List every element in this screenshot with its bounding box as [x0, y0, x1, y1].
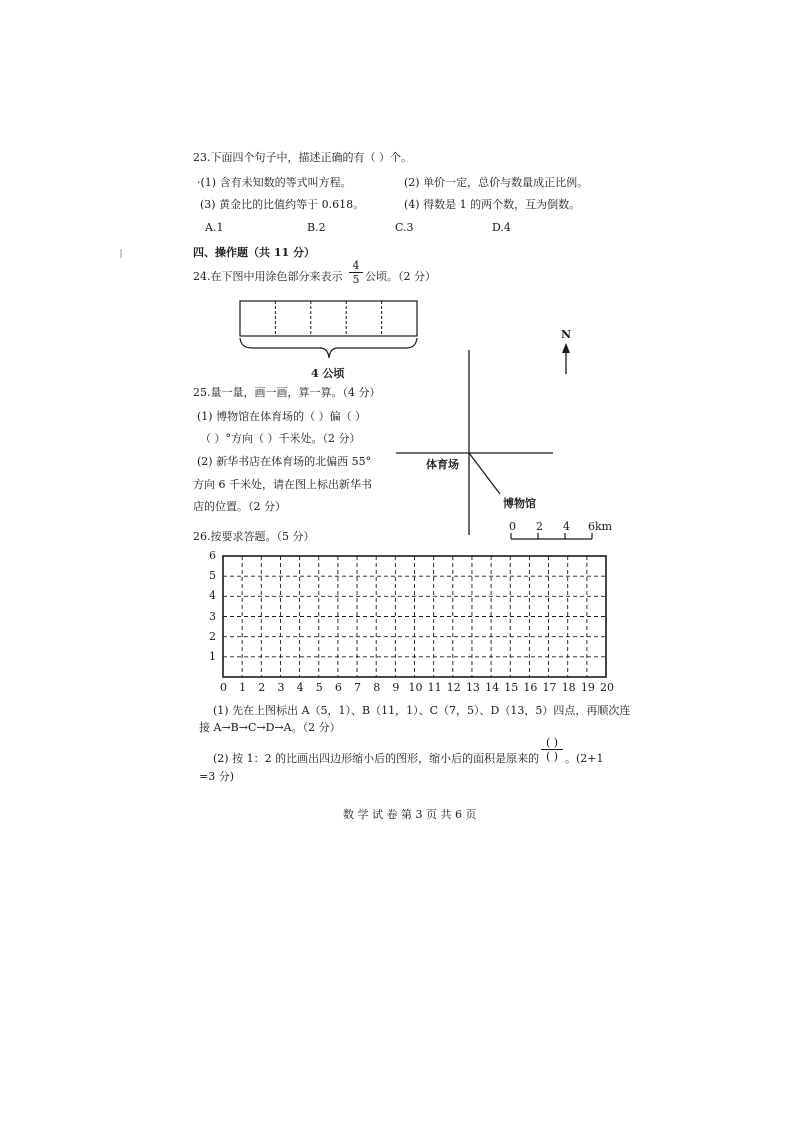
q26-part2-line2: =3 分) [199, 770, 235, 783]
q26-fraction-denominator: ( ) [545, 750, 559, 763]
museum-ray [469, 453, 500, 494]
q25-line-5: 店的位置。（2 分） [193, 500, 286, 513]
q25-line-3: (2) 新华书店在体育场的北偏西 55° [197, 455, 372, 468]
q23-statement-2: (2) 单价一定，总价与数量成正比例。 [404, 176, 589, 189]
q24-brace-label: 4 公顷 [311, 367, 345, 380]
hectare-rectangle [240, 301, 417, 336]
grid-x-tick-label: 12 [446, 681, 461, 694]
grid-x-tick-label: 13 [465, 681, 480, 694]
north-arrow-icon [562, 343, 570, 353]
q23-statement-3: (3) 黄金比的比值约等于 0.618。 [200, 198, 365, 211]
q26-part1-line2: 接 A→B→C→D→A。（2 分） [199, 721, 341, 734]
grid-y-tick-label: 1 [209, 649, 216, 663]
grid-x-tick-label: 20 [600, 681, 614, 694]
q24-prefix: 24.在下图中用涂色部分来表示 [193, 270, 343, 283]
scale-label-2: 2 [536, 520, 543, 533]
compass-map [396, 343, 592, 539]
scale-bar [511, 533, 592, 539]
stadium-label: 体育场 [426, 458, 459, 471]
grid-x-tick-label: 4 [296, 681, 304, 694]
grid-lines [223, 556, 606, 677]
grid-x-tick-label: 3 [277, 681, 285, 694]
q26-fraction-numerator: ( ) [545, 736, 559, 749]
q24-fraction-denominator: 5 [352, 273, 360, 286]
q23-option-d: D.4 [492, 221, 511, 234]
scale-label-4: 4 [563, 520, 570, 533]
grid-x-tick-label: 19 [580, 681, 595, 694]
grid-y-tick-label: 3 [209, 609, 216, 623]
grid-x-tick-label: 5 [315, 681, 323, 694]
page-footer: 数 学 试 卷 第 3 页 共 6 页 [343, 808, 477, 821]
grid-x-tick-label: 8 [373, 681, 381, 694]
q23-option-b: B.2 [307, 221, 326, 234]
grid-x-tick-label: 1 [239, 681, 247, 694]
q26-title: 26.按要求答题。（5 分） [193, 530, 315, 543]
grid-x-tick-label: 15 [504, 681, 519, 694]
brace [240, 338, 417, 358]
grid-x-tick-label: 2 [258, 681, 266, 694]
q25-line-1: (1) 博物馆在体育场的（ ）偏（ ） [197, 410, 367, 423]
scale-label-6km: 6km [588, 520, 613, 533]
q24-suffix: 公顷。（2 分） [365, 270, 436, 283]
q26-part2-line1: (2) 按 1：2 的比画出四边形缩小后的图形，缩小后的面积是原来的 [213, 752, 540, 765]
section-heading: 四、操作题（共 11 分） [193, 246, 315, 259]
museum-label: 博物馆 [503, 497, 536, 510]
grid-x-tick-label: 11 [427, 681, 442, 694]
grid-x-tick-label: 16 [523, 681, 538, 694]
grid-x-tick-label: 6 [334, 681, 342, 694]
q23-option-c: C.3 [395, 221, 414, 234]
cell-dividers [275, 301, 381, 336]
q25-line-2: （ ）°方向（ ）千米处。（2 分） [200, 432, 361, 445]
q25-line-4: 方向 6 千米处，请在图上标出新华书 [193, 478, 372, 491]
q23-stem: 23.下面四个句子中，描述正确的有（ ）个。 [193, 151, 412, 164]
hectare-diagram [240, 301, 417, 358]
grid-x-tick-label: 17 [542, 681, 557, 694]
q25-title: 25.量一量，画一画，算一算。（4 分） [193, 386, 381, 399]
q24-fraction-numerator: 4 [352, 259, 360, 272]
grid-x-tick-label: 14 [485, 681, 500, 694]
q23-statement-4: (4) 得数是 1 的两个数，互为倒数。 [404, 198, 581, 211]
coordinate-grid [223, 556, 606, 677]
north-label: N [561, 328, 572, 341]
q26-part1-line1: (1) 先在上图标出 A（5，1）、B（11，1）、C（7，5）、D（13，5）四点，再顺次连 [213, 704, 631, 717]
grid-x-tick-label: 0 [220, 681, 227, 694]
q23-option-a: A.1 [205, 221, 224, 234]
grid-y-tick-label: 4 [209, 589, 216, 603]
grid-x-tick-label: 10 [408, 681, 423, 694]
grid-x-tick-label: 7 [354, 681, 362, 694]
grid-y-tick-label: 5 [209, 569, 216, 583]
grid-y-tick-label: 6 [209, 549, 216, 562]
q23-statement-1: ·(1) 含有未知数的等式叫方程。 [197, 176, 352, 189]
grid-y-tick-label: 2 [209, 629, 216, 643]
grid-x-tick-label: 18 [561, 681, 576, 694]
grid-x-tick-label: 9 [392, 681, 400, 694]
scale-label-0: 0 [509, 520, 516, 533]
q26-part2-points: 。(2+1 [565, 752, 604, 765]
